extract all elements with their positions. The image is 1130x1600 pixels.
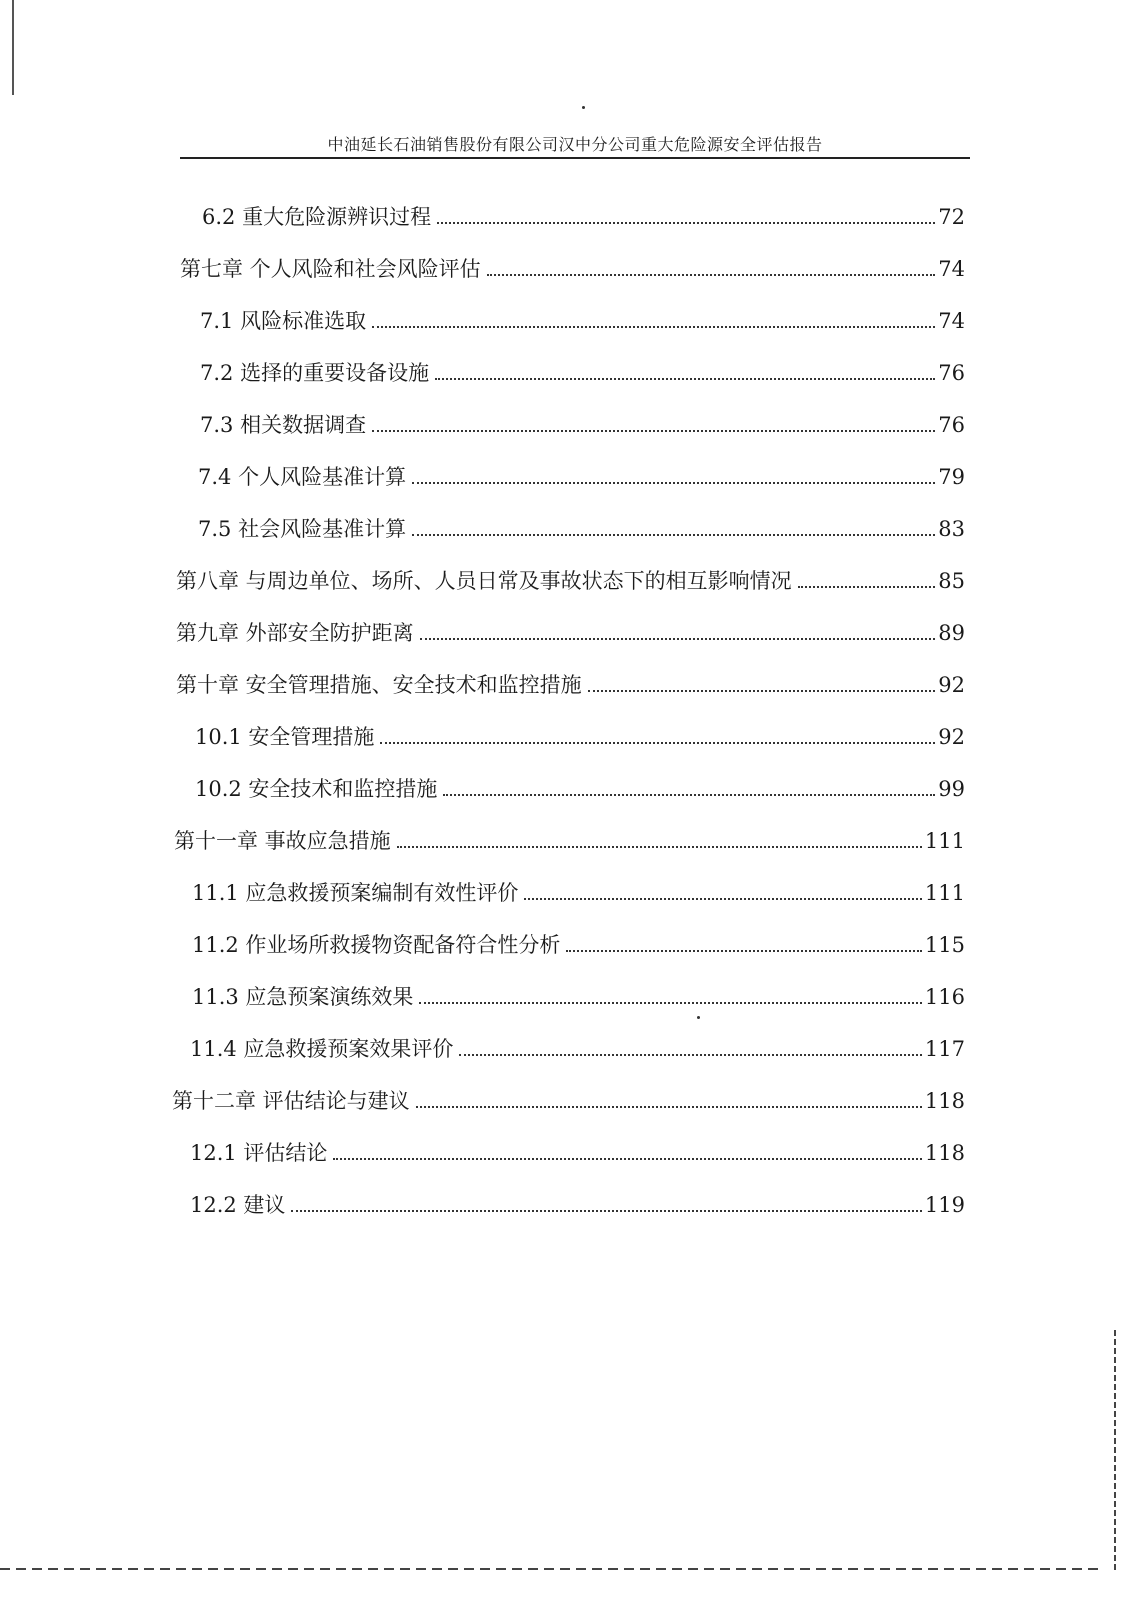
header-rule <box>180 157 970 159</box>
toc-entry <box>192 928 965 958</box>
toc-entry-page: 76 <box>938 361 965 385</box>
toc-entry <box>176 616 965 646</box>
toc-entry-label: 12.1 评估结论 <box>190 1141 328 1165</box>
toc-entry-label: 第七章 个人风险和社会风险评估 <box>180 257 481 281</box>
dot-leader <box>566 950 921 952</box>
toc-entry-page: 115 <box>924 933 965 957</box>
toc-entry-page: 74 <box>938 309 965 333</box>
toc-entry-page: 119 <box>924 1193 965 1217</box>
toc-entry-page: 72 <box>938 205 965 229</box>
toc-entry-label: 11.2 作业场所救援物资配备符合性分析 <box>192 933 561 957</box>
toc-entry-label: 10.2 安全技术和监控措施 <box>195 777 438 801</box>
toc-entry-page: 111 <box>924 881 965 905</box>
toc-entry-label: 7.3 相关数据调查 <box>200 413 367 437</box>
toc-entry <box>190 1136 965 1166</box>
toc-entry-page: 79 <box>938 465 965 489</box>
toc-entry-page: 83 <box>938 517 965 541</box>
dot-leader <box>435 378 935 380</box>
dot-leader <box>372 430 935 432</box>
dot-leader <box>437 222 935 224</box>
toc-entry-label: 第九章 外部安全防护距离 <box>176 621 414 645</box>
toc-entry-label: 10.1 安全管理措施 <box>195 725 375 749</box>
toc-entry <box>202 200 965 230</box>
dot-leader <box>419 1002 921 1004</box>
toc-entry <box>200 304 965 334</box>
toc-entry-page: 111 <box>924 829 965 853</box>
toc-entry-page: 76 <box>938 413 965 437</box>
toc-entry <box>190 1032 965 1062</box>
toc-entry-page: 117 <box>924 1037 965 1061</box>
toc-entry-label: 第十一章 事故应急措施 <box>174 829 391 853</box>
toc-entry-label: 7.2 选择的重要设备设施 <box>200 361 430 385</box>
toc-entry-label: 第八章 与周边单位、场所、人员日常及事故状态下的相互影响情况 <box>176 569 792 593</box>
toc-entry-label: 7.4 个人风险基准计算 <box>198 465 407 489</box>
toc-entry <box>200 356 965 386</box>
dot-leader <box>524 898 921 900</box>
toc-entry-page: 118 <box>924 1141 965 1165</box>
dot-leader <box>412 534 935 536</box>
dot-leader <box>443 794 935 796</box>
toc-entry <box>176 564 965 594</box>
dot-leader <box>397 846 922 848</box>
toc-entry-page: 116 <box>924 985 965 1009</box>
toc-entry <box>174 824 965 854</box>
toc-entry-page: 99 <box>938 777 965 801</box>
scan-speck <box>582 106 585 109</box>
toc-entry <box>200 408 965 438</box>
dot-leader <box>416 1106 922 1108</box>
toc-entry <box>198 460 965 490</box>
dot-leader <box>420 638 936 640</box>
toc-entry-page: 118 <box>924 1089 965 1113</box>
dot-leader <box>380 742 935 744</box>
toc-entry <box>172 1084 965 1114</box>
toc-entry-page: 92 <box>938 673 965 697</box>
dot-leader <box>291 1210 921 1212</box>
toc-entry-label: 7.5 社会风险基准计算 <box>198 517 407 541</box>
toc-entry <box>192 980 965 1010</box>
toc-entry-page: 74 <box>938 257 965 281</box>
dot-leader <box>372 326 935 328</box>
dot-leader <box>588 690 936 692</box>
toc-entry-page: 92 <box>938 725 965 749</box>
toc-entry-label: 7.1 风险标准选取 <box>200 309 367 333</box>
dot-leader <box>798 586 936 588</box>
scan-edge-mark <box>0 1568 1100 1570</box>
dot-leader <box>412 482 935 484</box>
toc-entry <box>180 252 965 282</box>
toc-entry-page: 89 <box>938 621 965 645</box>
toc-entry-label: 11.1 应急救援预案编制有效性评价 <box>192 881 519 905</box>
toc-entry <box>198 512 965 542</box>
scan-speck <box>697 1016 700 1019</box>
scan-edge-mark <box>1114 1330 1116 1570</box>
toc-entry-label: 第十章 安全管理措施、安全技术和监控措施 <box>176 673 582 697</box>
scan-edge-mark <box>12 0 14 95</box>
dot-leader <box>333 1158 921 1160</box>
toc-entry <box>195 772 965 802</box>
toc-entry <box>192 876 965 906</box>
toc-entry-page: 85 <box>938 569 965 593</box>
dot-leader <box>487 274 936 276</box>
toc-entry-label: 第十二章 评估结论与建议 <box>172 1089 410 1113</box>
toc-entry-label: 11.3 应急预案演练效果 <box>192 985 414 1009</box>
toc-entry <box>190 1188 965 1218</box>
toc-entry-label: 6.2 重大危险源辨识过程 <box>202 205 432 229</box>
running-header: 中油延长石油销售股份有限公司汉中分公司重大危险源安全评估报告 <box>327 135 823 154</box>
toc-entry-label: 11.4 应急救援预案效果评价 <box>190 1037 454 1061</box>
toc-entry <box>195 720 965 750</box>
dot-leader <box>459 1054 921 1056</box>
toc-entry <box>176 668 965 698</box>
toc-entry-label: 12.2 建议 <box>190 1193 286 1217</box>
